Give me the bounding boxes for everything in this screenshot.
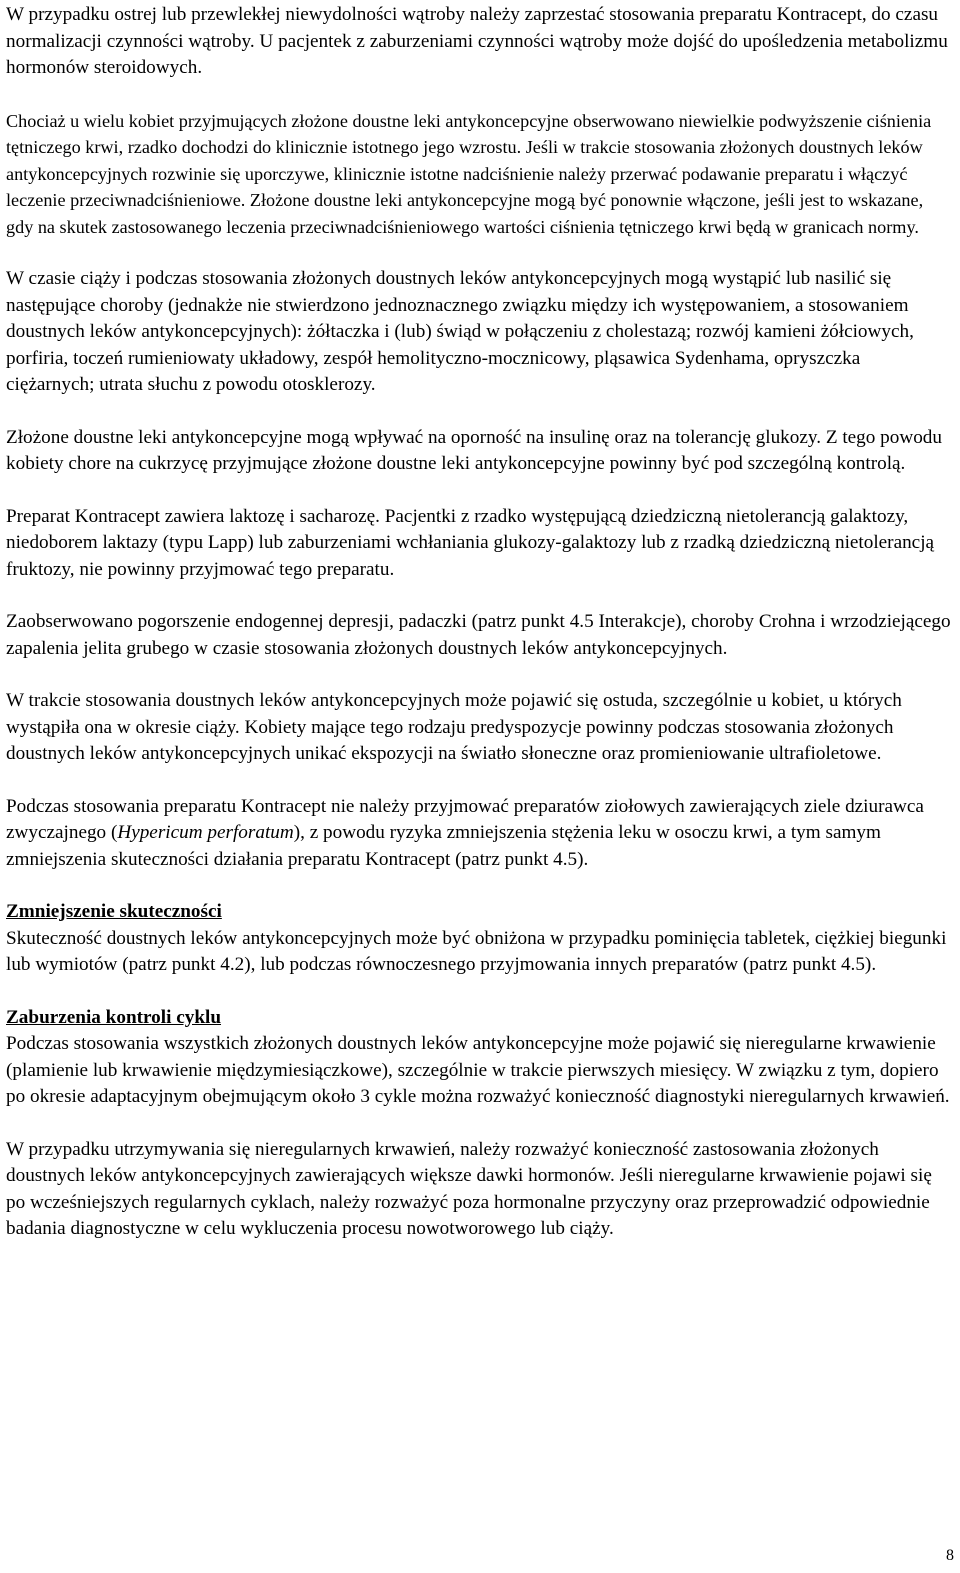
section-reduced-efficacy: [6, 899, 952, 979]
section-cycle-control: [6, 1005, 952, 1111]
heading-cycle-control: Zaburzenia kontroli cyklu: [6, 1006, 222, 1028]
hypericum-text-after: ), z powodu ryzyka zmniejszenia stężenia leku w osoczu krwi, a tym samym zmniejszenia skuteczności działania preparatu Kontracept (patrz punkt 4.5).: [6, 822, 881, 870]
paragraph-irregular-bleeding: W przypadku utrzymywania się nieregularnych krwawień, należy rozważyć konieczność zastosowania złożonych doustnych leków antykoncepcyjnych zawierających większe dawki hormonów. Jeśli nieregularne krwawienie pojawi się po wcześniejszych regularnych cyklach, należy rozważyć poza hormonalne przyczyny oraz przeprowadzić odpowiednie badania diagnostyczne w celu wykluczenia procesu nowotworowego lub ciąży.: [6, 1138, 932, 1239]
hypericum-text-before: Podczas stosowania preparatu Kontracept nie należy przyjmować preparatów ziołowych zawierających ziele dziurawca zwyczajnego (: [6, 795, 924, 843]
heading-reduced-efficacy: Zmniejszenie skuteczności: [6, 901, 222, 922]
document-body: [6, 2, 952, 1243]
hypericum-latin-name: Hypericum perforatum: [117, 822, 294, 843]
paragraph-liver: W przypadku ostrej lub przewlekłej niewydolności wątroby należy zaprzestać stosowania preparatu Kontracept, do czasu normalizacji czynności wątroby. U pacjentek z zaburzeniami czynności wątroby może dojść do upośledzenia metabolizmu hormonów steroidowych.: [6, 4, 948, 78]
paragraph-depression: Zaobserwowano pogorszenie endogennej depresji, padaczki (patrz punkt 4.5 Interakcje), choroby Crohna i wrzodziejącego zapalenia jelita grubego w czasie stosowania złożonych doustnych leków antykoncepcyjnych.: [6, 611, 951, 659]
paragraph-hypericum: [6, 794, 952, 874]
page-number: 8: [946, 1547, 954, 1564]
text-cycle-control: Podczas stosowania wszystkich złożonych doustnych leków antykoncepcyjne może pojawić się nieregularne krwawienie (plamienie lub krwawienie międzymiesiączkowe), szczególnie w trakcie pierwszych miesięcy. W związku z tym, dopiero po okresie adaptacyjnym obejmującym około 3 cykle można rozważyć konieczność diagnostyki nieregularnych krwawień.: [6, 1033, 950, 1107]
paragraph-insulin: Złożone doustne leki antykoncepcyjne mogą wpływać na oporność na insulinę oraz na tolerancję glukozy. Z tego powodu kobiety chore na cukrzycę przyjmujące złożone doustne leki antykoncepcyjne powinny być pod szczególną kontrolą.: [6, 426, 942, 474]
text-reduced-efficacy: Skuteczność doustnych leków antykoncepcyjnych może być obniżona w przypadku pominięcia tabletek, ciężkiej biegunki lub wymiotów (patrz punkt 4.2), lub podczas równoczesnego przyjmowania innych preparatów (patrz punkt 4.5).: [6, 927, 947, 975]
paragraph-lactose: Preparat Kontracept zawiera laktozę i sacharozę. Pacjentki z rzadko występującą dziedziczną nietolerancją galaktozy, niedoborem laktazy (typu Lapp) lub zaburzeniami wchłaniania glukozy-galaktozy lub z rzadką dziedziczną nietolerancją fruktozy, nie powinny przyjmować tego preparatu.: [6, 505, 935, 580]
paragraph-blood-pressure: Chociaż u wielu kobiet przyjmujących złożone doustne leki antykoncepcyjne obserwowano niewielkie podwyższenie ciśnienia tętniczego krwi, rzadko dochodzi do klinicznie istotnego jego wzrostu. Jeśli w trakcie stosowania złożonych doustnych leków antykoncepcyjnych rozwinie się uporczywe, klinicznie istotne nadciśnienie należy przerwać podawanie preparatu i włączyć leczenie przeciwnadciśnieniowe. Złożone doustne leki antykoncepcyjne mogą być ponownie włączone, jeśli jest to wskazane, gdy na skutek zastosowanego leczenia przeciwnadciśnieniowego wartości ciśnienia tętniczego krwi będą w granicach normy.: [6, 110, 932, 237]
paragraph-chloasma: W trakcie stosowania doustnych leków antykoncepcyjnych może pojawić się ostuda, szczególnie u kobiet, u których wystąpiła ona w okresie ciąży. Kobiety mające tego rodzaju predyspozycje powinny podczas stosowania złożonych doustnych leków antykoncepcyjnych unikać ekspozycji na światło słoneczne oraz promieniowanie ultrafioletowe.: [6, 690, 902, 764]
paragraph-pregnancy-diseases: W czasie ciąży i podczas stosowania złożonych doustnych leków antykoncepcyjnych mogą wystąpić lub nasilić się następujące choroby (jednakże nie stwierdzono jednoznacznego związku między ich występowaniem, a stosowaniem doustnych leków antykoncepcyjnych): żółtaczka i (lub) świąd w połączeniu z cholestazą; rozwój kamieni żółciowych, porfiria, toczeń rumieniowaty układowy, zespół hemolityczno-mocznicowy, pląsawica Sydenhama, opryszczka ciężarnych; utrata słuchu z powodu otosklerozy.: [6, 268, 914, 395]
